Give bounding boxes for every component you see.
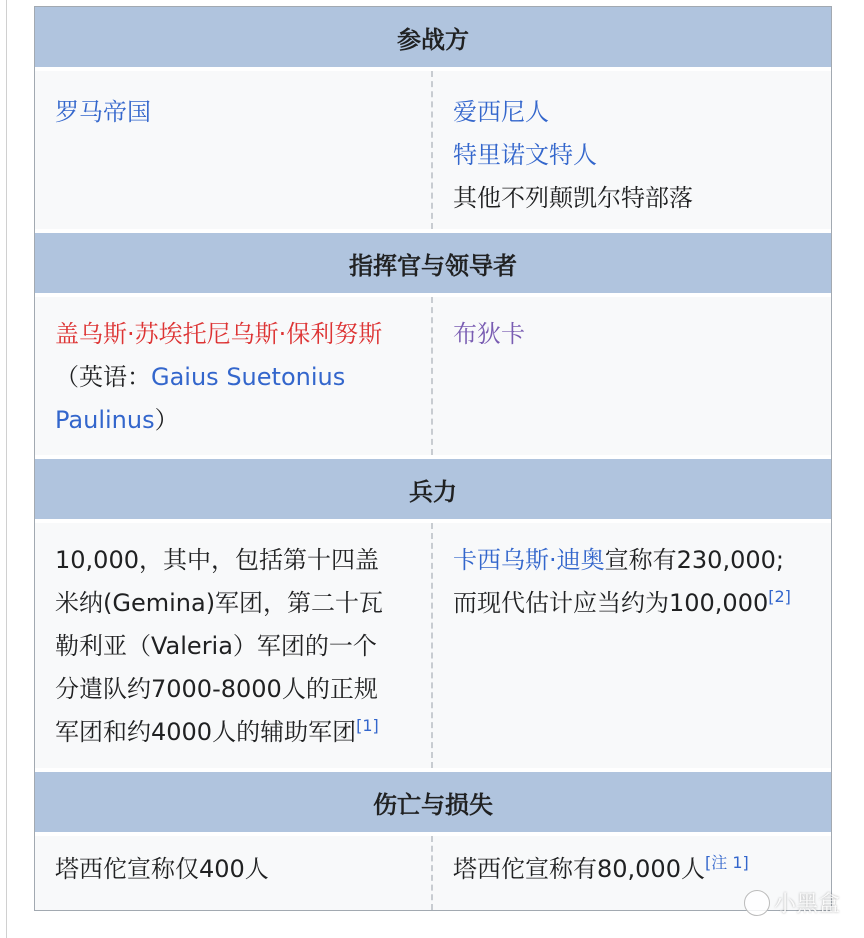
casualties-left-cell [35,836,433,910]
belligerents-right-cell [433,71,831,229]
iceni-link[interactable]: 爱西尼人 [453,98,549,126]
xiaoheihe-logo-icon [744,890,770,916]
watermark-text: 小黑盒 [773,892,840,917]
belligerents-row [35,71,831,233]
strength-left-line-5 [55,711,413,754]
reference-1-link[interactable]: [1] [356,716,379,735]
note-1-link[interactable]: [注 1] [704,853,749,872]
casualties-right-line [453,848,813,891]
page-left-border [6,0,7,938]
strength-left-cell [35,523,433,768]
commanders-right-cell [433,297,831,455]
strength-header: 兵力 [35,459,831,523]
infobox-table [34,6,832,911]
casualties-header: 伤亡与损失 [35,772,831,836]
paren-open-text: （英语： [55,363,151,391]
other-tribes-text: 其他不列颠凯尔特部落 [453,184,693,212]
paulinus-english-link-2[interactable]: Paulinus [55,406,155,434]
watermark [744,887,840,918]
strength-right-text-2: 而现代估计应当约为100,000 [453,589,769,617]
casualties-left-text: 塔西佗宣称仅400人 [55,855,269,883]
strength-left-line-5-text: 军团和约4000人的辅助军团 [55,718,357,746]
belligerents-left-cell [35,71,433,229]
strength-right-line-1 [453,539,813,582]
strength-left-line-3: 勒利亚（Valeria）军团的一个 [55,632,377,660]
paren-close-text: ） [154,406,179,434]
cassius-dio-link[interactable]: 卡西乌斯·迪奥 [453,546,605,574]
commanders-row [35,297,831,459]
trinovantes-link[interactable]: 特里诺文特人 [453,141,597,169]
casualties-row [35,836,831,910]
commanders-left-cell [35,297,433,455]
paulinus-english-link-1[interactable]: Gaius Suetonius [151,363,346,391]
english-name-line-2 [55,399,413,442]
english-name-line [55,356,413,399]
strength-left-line-1: 10,000，其中，包括第十四盖 [55,546,379,574]
belligerents-header: 参战方 [35,7,831,71]
strength-left-line-2: 米纳(Gemina)军团，第二十瓦 [55,589,384,617]
strength-right-line-2 [453,582,813,625]
boudica-link[interactable]: 布狄卡 [453,320,525,348]
strength-right-cell [433,523,831,768]
strength-right-text-1: 宣称有230,000; [604,546,784,574]
paulinus-redlink[interactable]: 盖乌斯·苏埃托尼乌斯·保利努斯 [55,320,383,348]
strength-row [35,523,831,772]
strength-left-line-4: 分遣队约7000-8000人的正规 [55,675,378,703]
roman-empire-link[interactable]: 罗马帝国 [55,98,151,126]
commanders-header: 指挥官与领导者 [35,233,831,297]
casualties-right-text: 塔西佗宣称有80,000人 [453,855,705,883]
reference-2-link[interactable]: [2] [768,587,791,606]
